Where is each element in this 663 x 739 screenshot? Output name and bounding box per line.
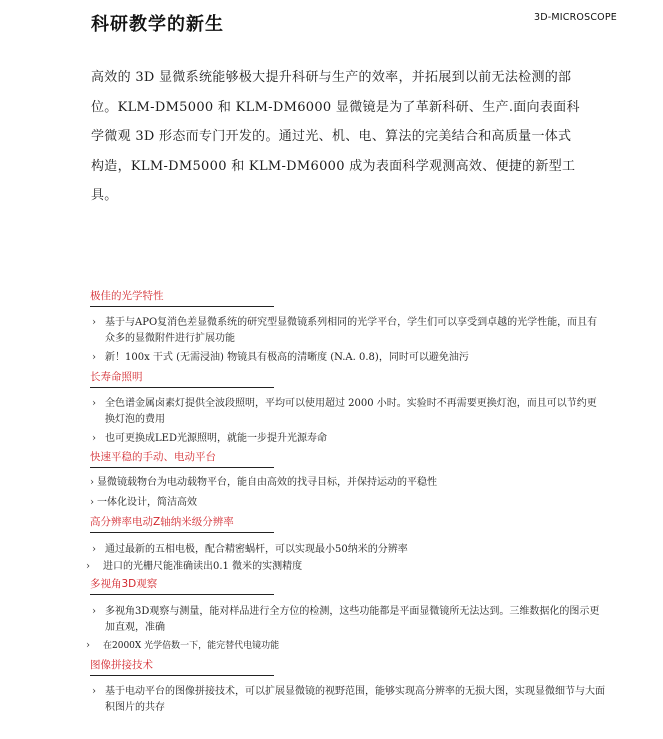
list-item bbox=[86, 684, 606, 716]
list-item bbox=[86, 315, 606, 347]
section-divider bbox=[90, 675, 274, 676]
list-item bbox=[86, 604, 606, 636]
section-heading: 极佳的光学特性 bbox=[90, 290, 164, 302]
bullet-arrow-icon: › bbox=[86, 561, 90, 572]
section-optics bbox=[86, 289, 606, 366]
bullet-arrow-icon: › bbox=[92, 544, 96, 555]
bullet-arrow-icon: › bbox=[90, 497, 94, 508]
list-item-text: 也可更换成LED光源照明，就能一步提升光源寿命 bbox=[105, 433, 327, 444]
list-item-text: 基于电动平台的图像拼接技术，可以扩展显微镜的视野范围，能够实现高分辨率的无损大图，实现显微细节与大面积图片的共存 bbox=[105, 686, 605, 713]
bullet-arrow-icon: › bbox=[92, 352, 96, 363]
section-lighting bbox=[86, 370, 606, 447]
section-divider bbox=[90, 387, 274, 388]
section-divider bbox=[90, 594, 274, 595]
section-3d-view bbox=[86, 577, 606, 654]
section-divider bbox=[90, 532, 274, 533]
section-heading: 多视角3D观察 bbox=[90, 578, 158, 590]
list-item-text: 多视角3D观察与测量，能对样品进行全方位的检测，这些功能都是平面显微镜所无法达到。三维数据化的图示更加直观，准确 bbox=[105, 606, 600, 633]
list-item-text: 在2000X 光学倍数一下，能完替代电镜功能 bbox=[103, 641, 280, 651]
list-item bbox=[86, 350, 606, 366]
page-title: 科研教学的新生 bbox=[91, 14, 224, 35]
list-item bbox=[86, 559, 606, 575]
section-heading: 图像拼接技术 bbox=[90, 659, 153, 671]
list-item bbox=[86, 638, 606, 654]
list-item-text: 新！100x 干式 (无需浸油) 物镜具有极高的清晰度 (N.A. 0.8)，同时可以避免油污 bbox=[105, 352, 469, 363]
section-divider bbox=[90, 306, 274, 307]
list-item bbox=[86, 495, 606, 511]
bullet-arrow-icon: › bbox=[86, 640, 90, 651]
section-heading: 高分辨率电动Z轴纳米级分辨率 bbox=[90, 516, 234, 528]
section-divider bbox=[90, 467, 274, 468]
section-z-axis bbox=[86, 515, 606, 575]
list-item bbox=[86, 475, 606, 491]
list-item-text: 进口的光栅尺能准确读出0.1 微米的实测精度 bbox=[103, 561, 303, 572]
section-heading: 长寿命照明 bbox=[90, 371, 143, 383]
list-item-text: 显微镜载物台为电动载物平台，能自由高效的找寻目标，并保持运动的平稳性 bbox=[97, 477, 437, 488]
intro-paragraph: 高效的 3D 显微系统能够极大提升科研与生产的效率，并拓展到以前无法检测的部位。KLM-DM5000 和 KLM-DM6000 显微镜是为了革新科研、生产.面向表面科学微观 3D 形态而专门开发的。通过光、机、电、算法的完美结合和高质量一体式构造，KLM-DM5000 和 KLM-DM6000 成为表面科学观测高效、便捷的新型工具。 bbox=[91, 70, 580, 203]
bullet-arrow-icon: › bbox=[92, 686, 96, 697]
list-item bbox=[86, 542, 606, 558]
bullet-arrow-icon: › bbox=[92, 606, 96, 617]
bullet-arrow-icon: › bbox=[90, 477, 94, 488]
section-stitching bbox=[86, 658, 606, 716]
list-item bbox=[86, 396, 606, 428]
bullet-arrow-icon: › bbox=[92, 433, 96, 444]
brand-label: 3D-MICROSCOPE bbox=[534, 12, 617, 23]
list-item-text: 一体化设计，简洁高效 bbox=[97, 497, 197, 508]
list-item-text: 基于与APO复消色差显微系统的研究型显微镜系列相同的光学平台，学生们可以享受到卓越的光学性能，而且有众多的显微附件进行扩展功能 bbox=[105, 317, 598, 344]
bullet-arrow-icon: › bbox=[92, 317, 96, 328]
list-item-text: 全色谱金属卤素灯提供全波段照明，平均可以使用超过 2000 小时。实验时不再需要更换灯泡，而且可以节约更换灯泡的费用 bbox=[105, 398, 597, 425]
section-stage bbox=[86, 450, 606, 511]
section-heading: 快速平稳的手动、电动平台 bbox=[90, 451, 216, 463]
bullet-arrow-icon: › bbox=[92, 398, 96, 409]
list-item bbox=[86, 431, 606, 447]
list-item-text: 通过最新的五相电极，配合精密蜗杆，可以实现最小50纳米的分辨率 bbox=[105, 544, 408, 555]
